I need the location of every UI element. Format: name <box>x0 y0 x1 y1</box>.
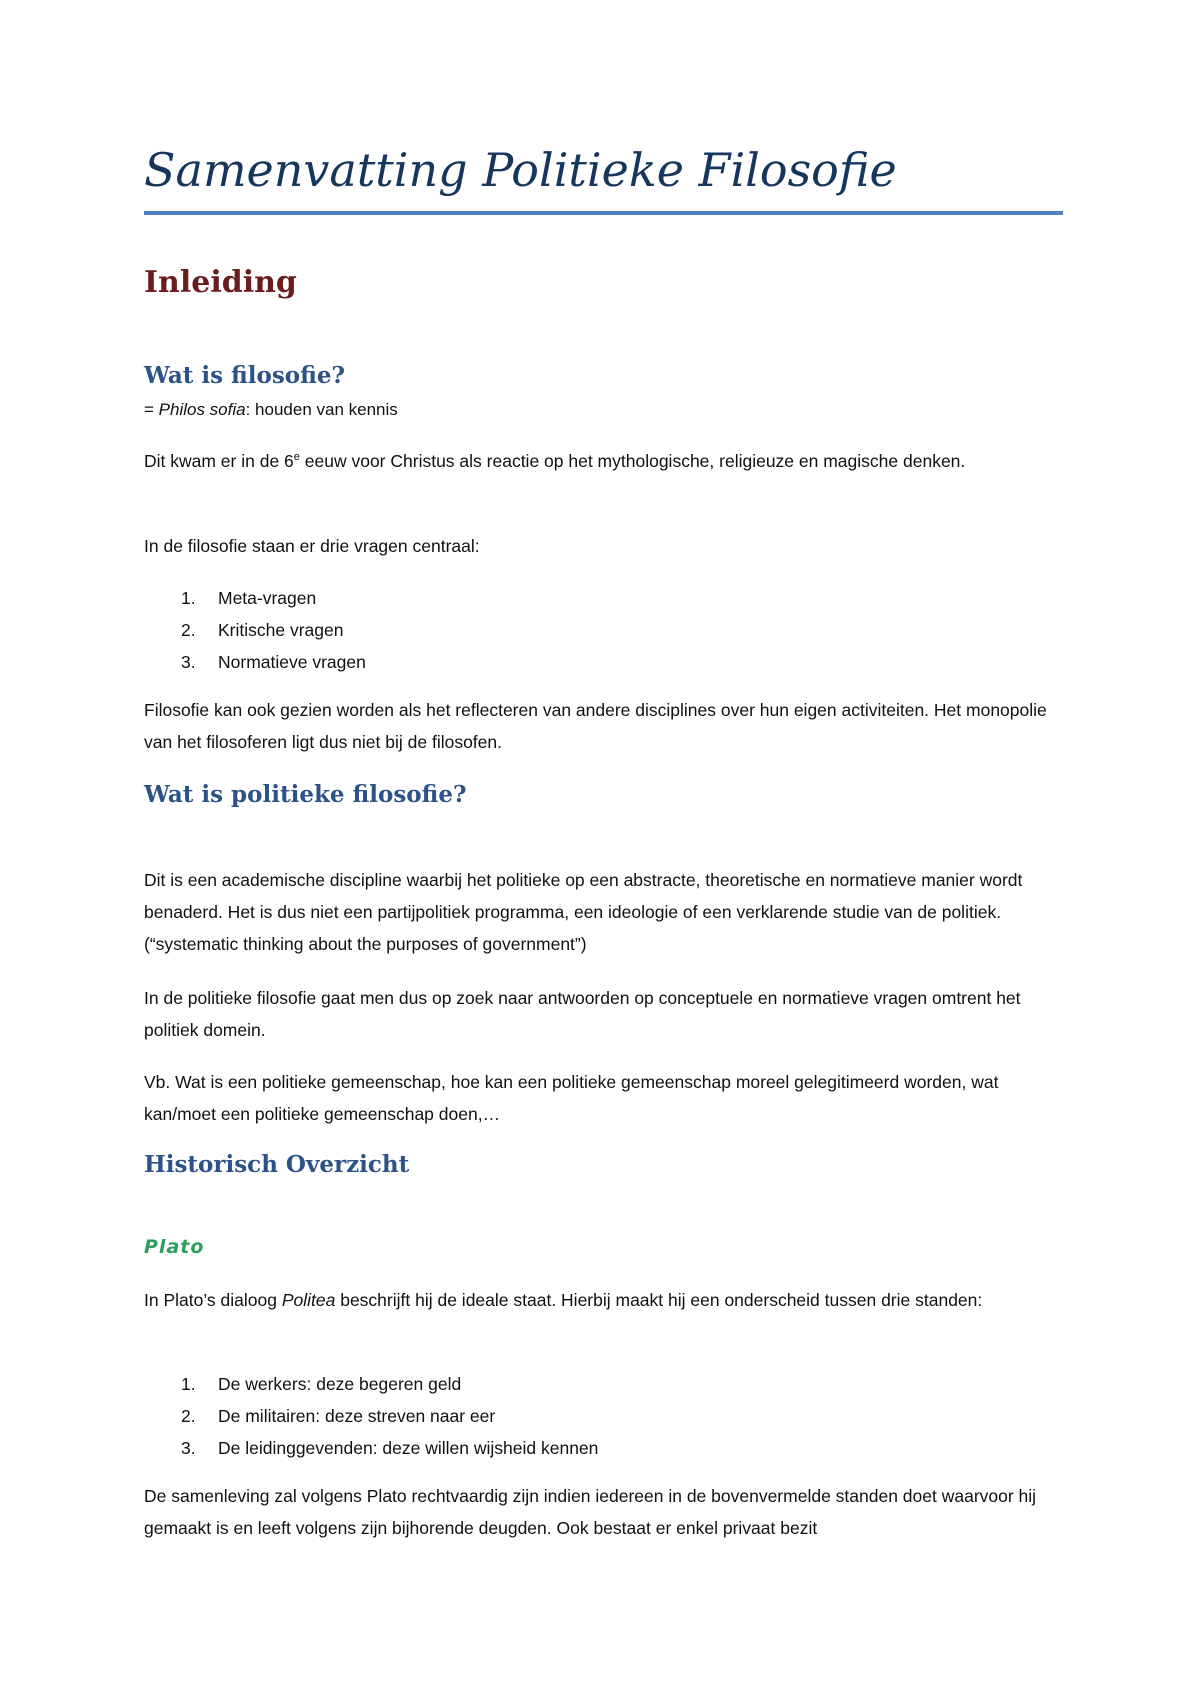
paragraph-text: eeuw voor Christus als reactie op het mythologische, religieuze en magische denken. <box>299 451 966 471</box>
definition-rest: : houden van kennis <box>245 400 398 419</box>
list-item-text: De militairen: deze streven naar eer <box>218 1406 496 1426</box>
list-item <box>144 1368 598 1400</box>
paragraph: Vb. Wat is een politieke gemeenschap, hoe kan een politieke gemeenschap moreel gelegitimeerd worden, wat kan/moet een politieke gemeenschap doen,… <box>144 1072 999 1124</box>
paragraph-text: Dit kwam er in de 6 <box>144 451 294 471</box>
list-item-text: De leidinggevenden: deze willen wijsheid kennen <box>218 1438 599 1458</box>
title-underline <box>144 211 1063 215</box>
list-item <box>144 646 366 678</box>
paragraph: In de politieke filosofie gaat men dus op zoek naar antwoorden op conceptuele en normatieve vragen omtrent het politiek domein. <box>144 988 1021 1040</box>
list-item-text: Meta-vragen <box>218 588 317 608</box>
paragraph: In de filosofie staan er drie vragen centraal: <box>144 536 480 556</box>
list-number: 3. <box>181 652 196 672</box>
list-item <box>144 1432 598 1464</box>
list-number: 1. <box>181 588 196 608</box>
list-number: 3. <box>181 1438 196 1458</box>
paragraph: Filosofie kan ook gezien worden als het reflecteren van andere disciplines over hun eigen activiteiten. Het monopolie van het filosoferen ligt dus niet bij de filosofen. <box>144 700 1047 752</box>
definition-term: Philos sofia <box>158 400 246 419</box>
list-item <box>144 582 366 614</box>
definition-line <box>144 394 1064 426</box>
definition-prefix: = <box>144 400 159 419</box>
paragraph: De samenleving zal volgens Plato rechtvaardig zijn indien iedereen in de bovenvermelde standen doet waarvoor hij gemaakt is en leeft volgens zijn bijhorende deugden. Ook bestaat er enkel privaat bezit <box>144 1486 1037 1538</box>
list-item-text: Normatieve vragen <box>218 652 366 672</box>
paragraph-text: beschrijft hij de ideale staat. Hierbij maakt hij een onderscheid tussen drie standen: <box>335 1290 983 1310</box>
subsection-heading-plato: Plato <box>144 1236 205 1258</box>
list-number: 2. <box>181 620 196 640</box>
section-heading-politieke-filosofie: Wat is politieke filosofie? <box>144 781 467 808</box>
section-heading-filosofie: Wat is filosofie? <box>144 362 345 389</box>
paragraph <box>144 1284 1064 1316</box>
paragraph-text: In Plato’s dialoog <box>144 1290 282 1310</box>
superscript: e <box>293 451 300 464</box>
list-number: 2. <box>181 1406 196 1426</box>
document-title: Samenvatting Politieke Filosofie <box>144 143 897 197</box>
numbered-list <box>144 582 366 678</box>
list-number: 1. <box>181 1374 196 1394</box>
section-heading-historisch-overzicht: Historisch Overzicht <box>144 1151 410 1178</box>
list-item-text: De werkers: deze begeren geld <box>218 1374 462 1394</box>
paragraph <box>144 445 1064 477</box>
paragraph: Dit is een academische discipline waarbij het politieke op een abstracte, theoretische en normatieve manier wordt benaderd. Het is dus niet een partijpolitiek programma, een ideologie of een verklarende studie van de politiek. (“systematic thinking about the purposes of government”) <box>144 870 1023 954</box>
list-item <box>144 1400 598 1432</box>
chapter-heading: Inleiding <box>144 265 297 300</box>
numbered-list <box>144 1368 598 1464</box>
list-item-text: Kritische vragen <box>218 620 344 640</box>
italic-title: Politea <box>281 1290 336 1310</box>
list-item <box>144 614 366 646</box>
